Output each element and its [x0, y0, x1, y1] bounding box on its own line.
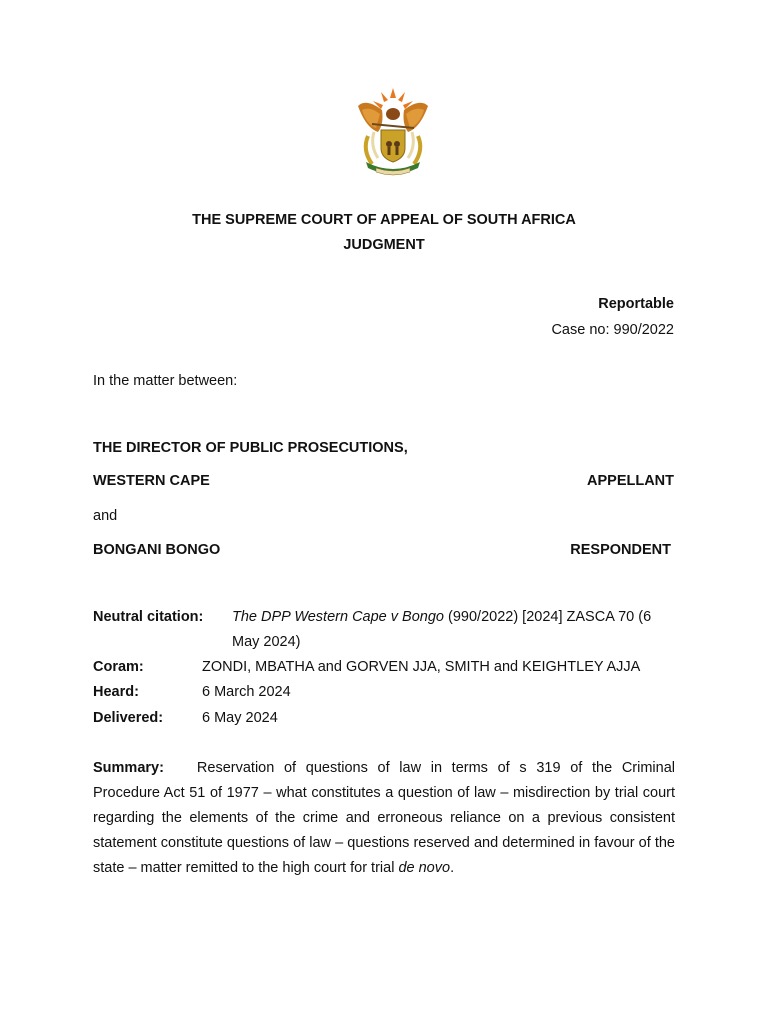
appellant-name-line1: THE DIRECTOR OF PUBLIC PROSECUTIONS,: [93, 440, 408, 456]
summary-end: .: [450, 860, 455, 876]
citation-reference: (990/2022) [2024] ZASCA 70 (6: [443, 609, 652, 625]
coram-label: Coram:: [93, 659, 144, 675]
summary-text: Reservation of questions of law in terms of s 319 of the Criminal Procedure Act 51 of 1977 – what constitutes a question of law – misdirection by trial court regarding the elements of the crime and erroneous reliance on a previous consistent statement constitute questions of law – questions reserved and determined in favour of the state – matter remitted to the high court for trial: [93, 760, 675, 876]
respondent-name: BONGANI BONGO: [93, 542, 221, 558]
citation-label: Neutral citation:: [93, 609, 204, 625]
court-name: THE SUPREME COURT OF APPEAL OF SOUTH AFRICA: [192, 212, 576, 228]
delivered-value: 6 May 2024: [202, 710, 278, 726]
appellant-role: APPELLANT: [587, 473, 674, 489]
summary-paragraph: [93, 756, 675, 881]
and-text: and: [93, 508, 118, 524]
summary-label: Summary:: [93, 760, 164, 776]
appellant-name-line2: WESTERN CAPE: [93, 473, 210, 489]
citation-value-continued: May 2024): [232, 634, 301, 650]
case-number: Case no: 990/2022: [551, 322, 674, 338]
citation-value: [232, 609, 651, 625]
document-type: JUDGMENT: [343, 237, 425, 253]
reportable-label: Reportable: [598, 296, 674, 312]
coat-of-arms: [348, 84, 438, 178]
respondent-role: RESPONDENT: [570, 542, 671, 558]
heard-value: 6 March 2024: [202, 684, 291, 700]
citation-case-name: The DPP Western Cape v Bongo: [232, 609, 444, 625]
matter-between: In the matter between:: [93, 373, 238, 389]
summary-italic-term: de novo: [398, 860, 451, 876]
coat-of-arms-icon: [348, 84, 438, 178]
coram-value: ZONDI, MBATHA and GORVEN JJA, SMITH and KEIGHTLEY AJJA: [202, 659, 641, 675]
delivered-label: Delivered:: [93, 710, 164, 726]
heard-label: Heard:: [93, 684, 139, 700]
